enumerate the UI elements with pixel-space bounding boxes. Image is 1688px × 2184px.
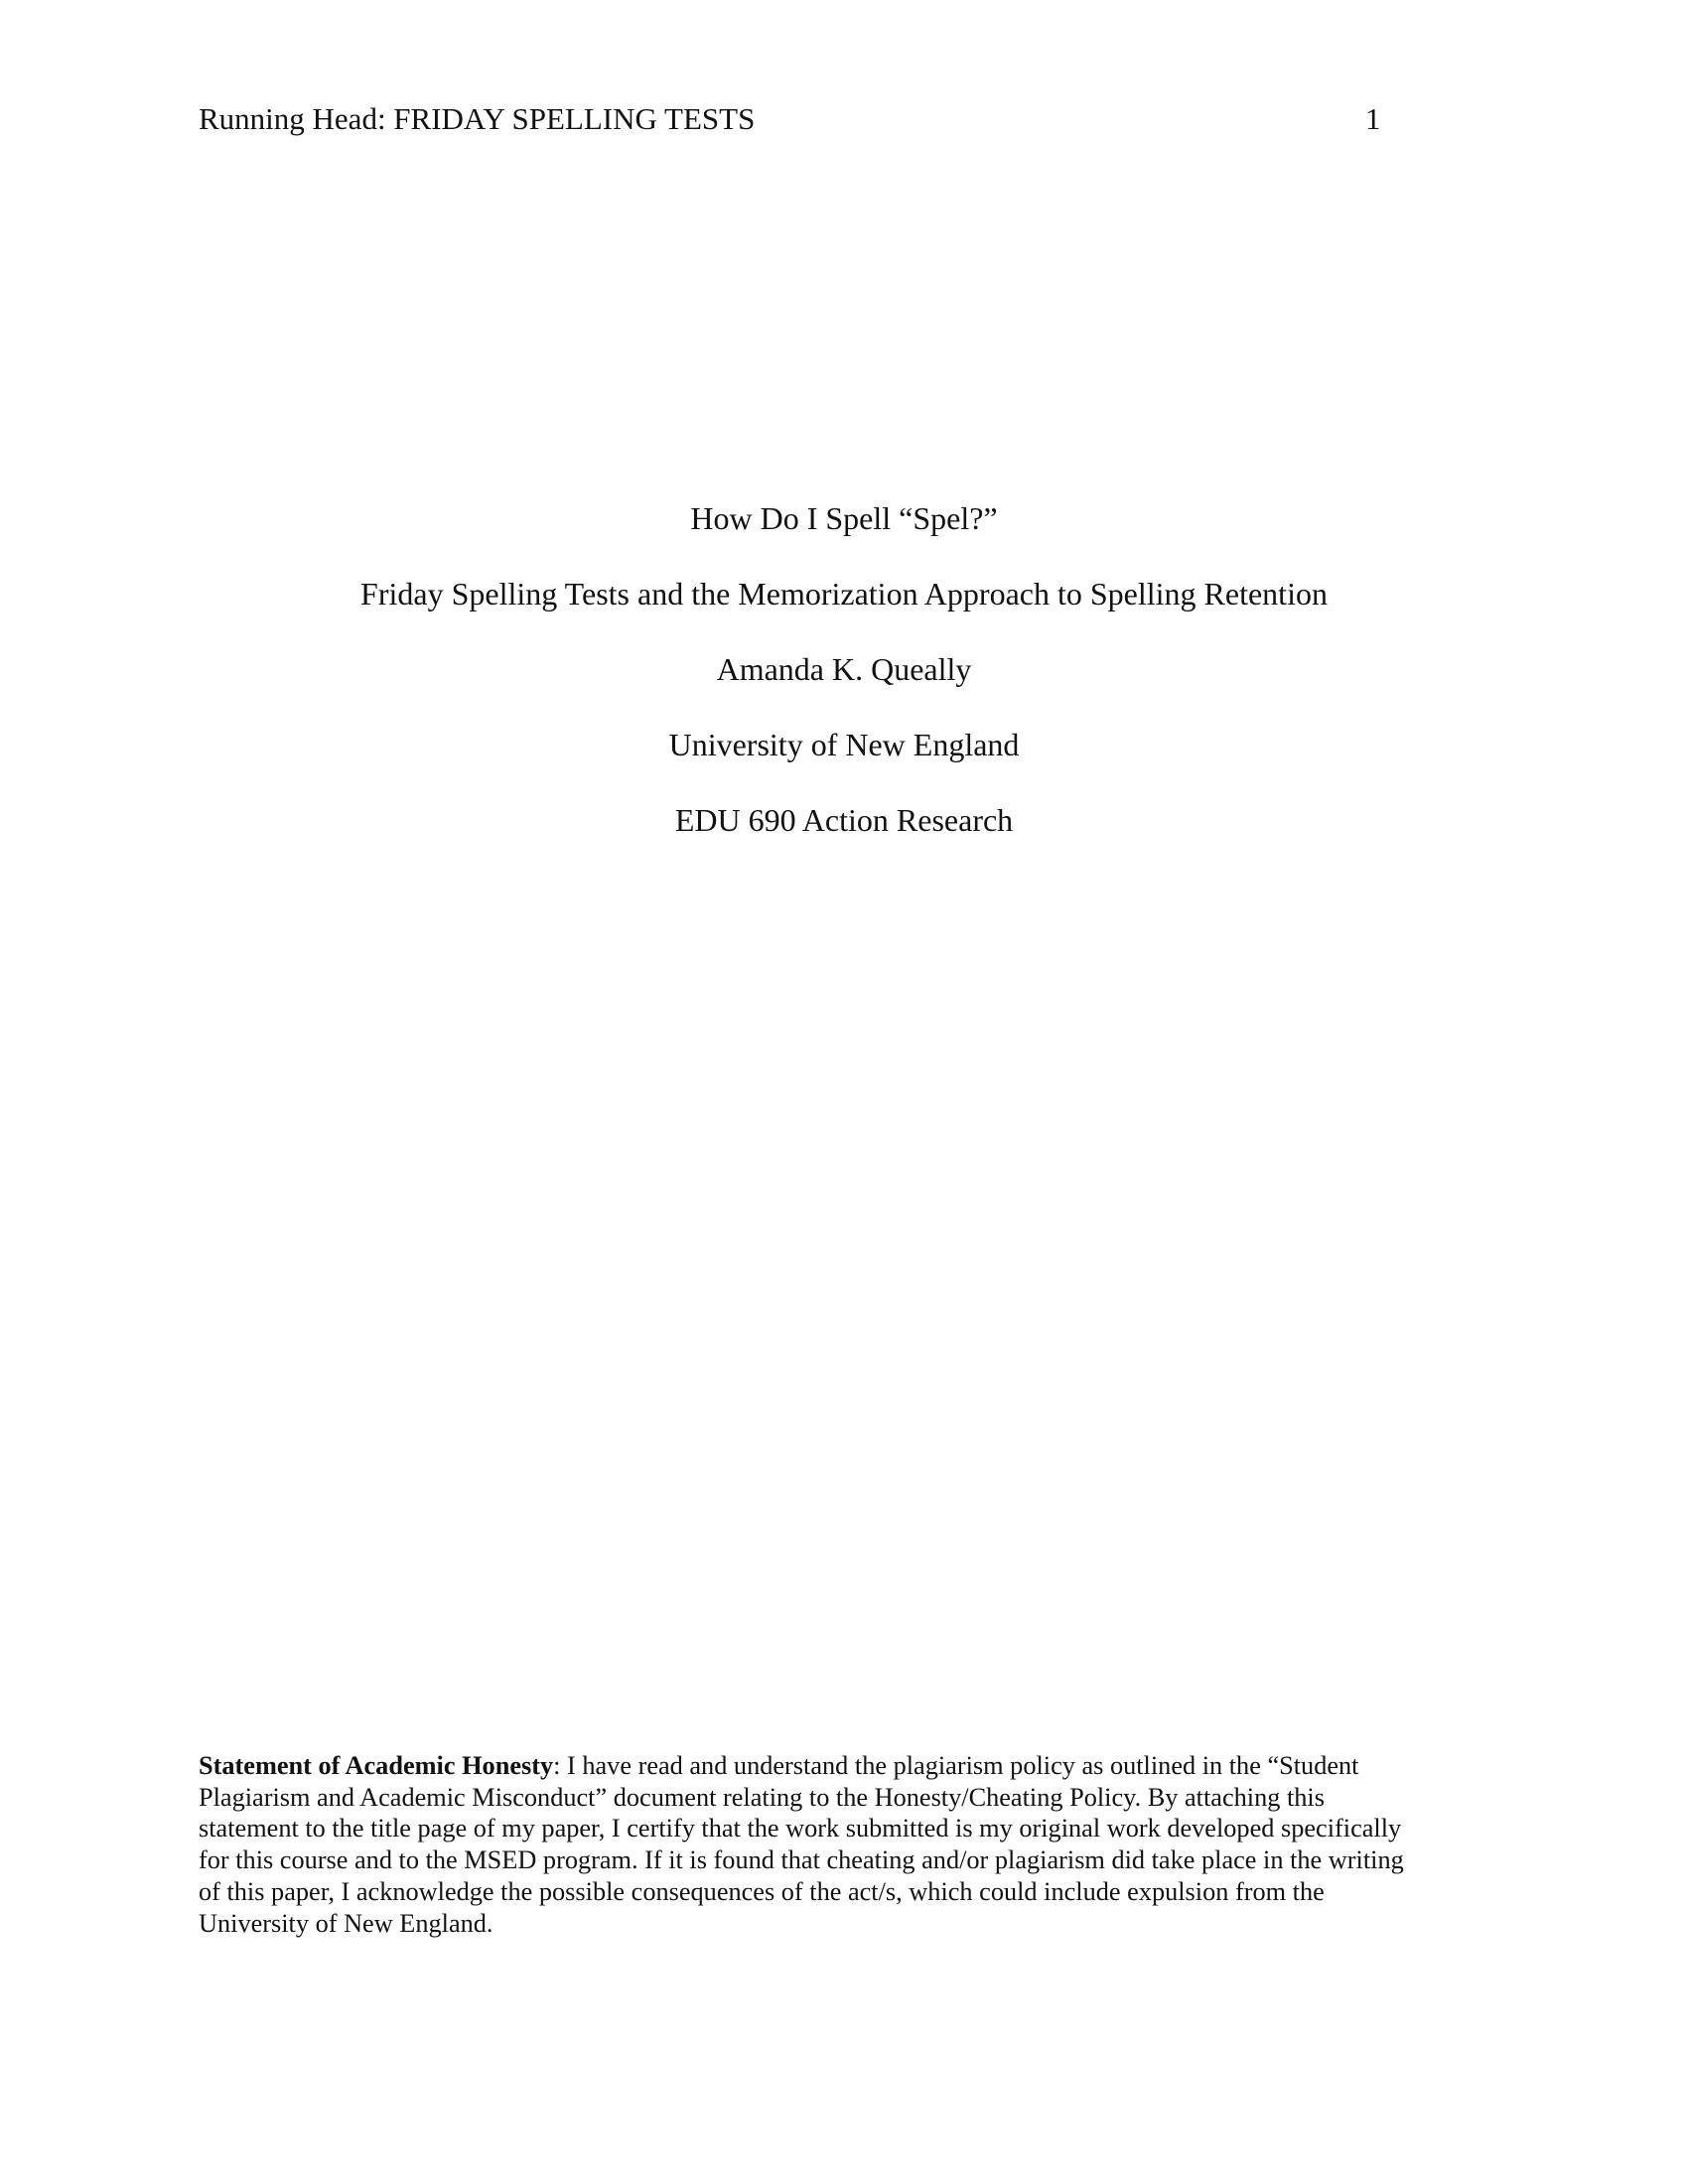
- honesty-line-6: University of New England.: [199, 1908, 493, 1938]
- honesty-line-text: : I have read and understand the plagiarism policy as outlined in the “Student: [553, 1751, 1359, 1780]
- honesty-line-5: of this paper, I acknowledge the possible consequences of the act/s, which could include expulsion from the: [199, 1876, 1325, 1906]
- paper-title: How Do I Spell “Spel?”: [690, 500, 998, 536]
- academic-honesty-statement: [199, 1750, 1489, 1939]
- honesty-line-3: statement to the title page of my paper, I certify that the work submitted is my original work developed specifically: [199, 1814, 1402, 1843]
- honesty-line-1: [199, 1750, 1489, 1782]
- page-number: 1: [1365, 101, 1381, 136]
- title-block: [199, 498, 1489, 876]
- honesty-line-2: Plagiarism and Academic Misconduct” document relating to the Honesty/Cheating Policy. By attaching this: [199, 1782, 1325, 1812]
- running-head: Running Head: FRIDAY SPELLING TESTS: [199, 101, 756, 136]
- institution-name: University of New England: [668, 727, 1020, 762]
- honesty-statement-label: Statement of Academic Honesty: [199, 1751, 554, 1780]
- honesty-line-4: for this course and to the MSED program. If it is found that cheating and/or plagiarism did take place in the writing: [199, 1845, 1404, 1875]
- author-name: Amanda K. Queally: [716, 651, 972, 687]
- course-name: EDU 690 Action Research: [674, 802, 1014, 838]
- paper-subtitle: Friday Spelling Tests and the Memorization Approach to Spelling Retention: [360, 576, 1328, 612]
